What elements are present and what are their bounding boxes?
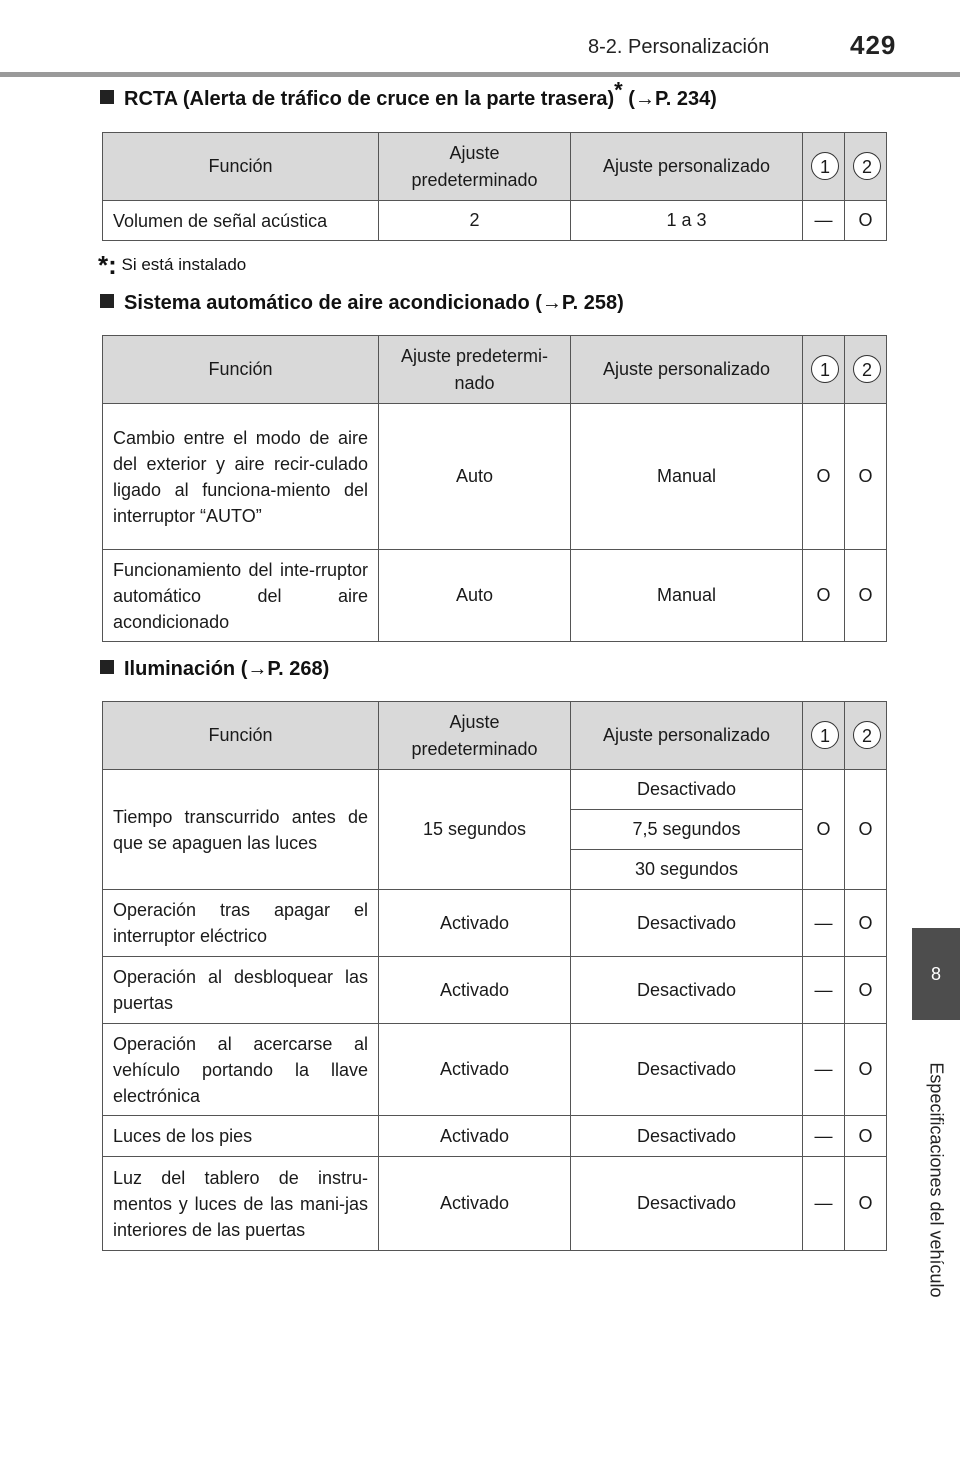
cell-1: O — [803, 770, 845, 890]
cell-custom-option: 30 segundos — [571, 850, 803, 890]
cell-funcion: Cambio entre el modo de aire del exterior y aire recir-culado ligado al funciona-miento del interruptor “AUTO” — [103, 404, 379, 550]
footnote-text: Si está instalado — [121, 255, 247, 274]
cell-1: — — [803, 201, 845, 241]
circled-2-icon: 2 — [853, 721, 881, 749]
rcta-table — [102, 132, 887, 241]
chapter-number: 8 — [930, 963, 941, 984]
square-bullet-icon — [100, 294, 114, 308]
square-bullet-icon — [100, 660, 114, 674]
circled-1-icon: 1 — [811, 355, 839, 383]
col-header-ajuste-personalizado: Ajuste personalizado — [571, 702, 803, 770]
page-reference: (→P. 268) — [240, 658, 330, 680]
cell-2: O — [845, 1116, 887, 1157]
cell-2: O — [845, 890, 887, 957]
col-header-1 — [803, 702, 845, 770]
col-header-funcion: Función — [103, 702, 379, 770]
cell-1: — — [803, 957, 845, 1024]
section-title-aire — [100, 292, 624, 315]
cell-custom-option: 7,5 segundos — [571, 810, 803, 850]
col-header-2 — [845, 702, 887, 770]
circled-1-icon: 1 — [811, 152, 839, 180]
cell-funcion: Luz del tablero de instru-mentos y luces de las mani-jas interiores de las puertas — [103, 1157, 379, 1251]
circled-2-icon: 2 — [853, 152, 881, 180]
cell-custom: Desactivado — [571, 1024, 803, 1116]
table-row — [103, 201, 887, 241]
col-header-ajuste-predeterminado: Ajuste predetermi-nado — [379, 336, 571, 404]
cell-1: — — [803, 1157, 845, 1251]
cell-default: Auto — [379, 550, 571, 642]
col-header-1 — [803, 133, 845, 201]
section-title-text: Sistema automático de aire acondicionado — [124, 292, 530, 314]
iluminacion-table — [102, 701, 887, 1251]
page-number: 429 — [850, 30, 897, 60]
table-row — [103, 890, 887, 957]
footnote-star: *: — [98, 250, 117, 280]
chapter-tab — [912, 928, 960, 1020]
cell-default: Activado — [379, 957, 571, 1024]
table-row — [103, 957, 887, 1024]
col-header-funcion: Función — [103, 336, 379, 404]
cell-funcion: Funcionamiento del inte-rruptor automático del aire acondicionado — [103, 550, 379, 642]
chapter-label: Especificaciones del vehículo — [926, 1062, 947, 1298]
cell-funcion: Volumen de señal acústica — [103, 201, 379, 241]
table-row — [103, 1024, 887, 1116]
cell-2: O — [845, 957, 887, 1024]
col-header-ajuste-personalizado: Ajuste personalizado — [571, 336, 803, 404]
col-header-funcion: Función — [103, 133, 379, 201]
cell-default: 2 — [379, 201, 571, 241]
cell-custom: Desactivado — [571, 890, 803, 957]
cell-custom: Desactivado — [571, 957, 803, 1024]
cell-custom: Manual — [571, 550, 803, 642]
cell-funcion: Operación al desbloquear las puertas — [103, 957, 379, 1024]
cell-1: O — [803, 404, 845, 550]
cell-1: — — [803, 1116, 845, 1157]
col-header-2 — [845, 133, 887, 201]
table-row — [103, 550, 887, 642]
cell-custom-option: Desactivado — [571, 770, 803, 810]
cell-funcion: Operación al acercarse al vehículo portando la llave electrónica — [103, 1024, 379, 1116]
cell-default: Activado — [379, 1116, 571, 1157]
col-header-2 — [845, 336, 887, 404]
cell-funcion: Operación tras apagar el interruptor eléctrico — [103, 890, 379, 957]
table-header-row — [103, 133, 887, 201]
square-bullet-icon — [100, 90, 114, 104]
table-row — [103, 1157, 887, 1251]
cell-2: O — [845, 770, 887, 890]
page-reference: (→P. 234) — [628, 88, 717, 110]
aire-table — [102, 335, 887, 642]
section-title-text: Iluminación — [124, 658, 236, 680]
table-row — [103, 770, 887, 810]
section-heading: 8-2. Personalización — [588, 36, 770, 58]
page-reference: (→P. 258) — [535, 292, 624, 314]
cell-2: O — [845, 201, 887, 241]
cell-funcion: Tiempo transcurrido antes de que se apaguen las luces — [103, 770, 379, 890]
cell-1: — — [803, 1024, 845, 1116]
cell-default: Auto — [379, 404, 571, 550]
header-rule — [0, 72, 960, 77]
table-header-row — [103, 702, 887, 770]
cell-custom: 1 a 3 — [571, 201, 803, 241]
cell-custom: Manual — [571, 404, 803, 550]
table-header-row — [103, 336, 887, 404]
footnote-marker: * — [614, 77, 623, 103]
cell-2: O — [845, 550, 887, 642]
cell-1: O — [803, 550, 845, 642]
cell-default: 15 segundos — [379, 770, 571, 890]
col-header-ajuste-predeterminado: Ajuste predeterminado — [379, 133, 571, 201]
cell-custom: Desactivado — [571, 1116, 803, 1157]
section-title-iluminacion — [100, 658, 329, 681]
table-row — [103, 1116, 887, 1157]
circled-2-icon: 2 — [853, 355, 881, 383]
circled-1-icon: 1 — [811, 721, 839, 749]
section-title-rcta — [100, 77, 717, 111]
col-header-ajuste-personalizado: Ajuste personalizado — [571, 133, 803, 201]
cell-default: Activado — [379, 1024, 571, 1116]
cell-custom: Desactivado — [571, 1157, 803, 1251]
cell-2: O — [845, 1024, 887, 1116]
cell-default: Activado — [379, 1157, 571, 1251]
col-header-1 — [803, 336, 845, 404]
table-row — [103, 404, 887, 550]
cell-funcion: Luces de los pies — [103, 1116, 379, 1157]
cell-default: Activado — [379, 890, 571, 957]
cell-2: O — [845, 1157, 887, 1251]
cell-2: O — [845, 404, 887, 550]
footnote — [98, 250, 246, 281]
section-title-text: RCTA (Alerta de tráfico de cruce en la parte trasera) — [124, 88, 615, 110]
col-header-ajuste-predeterminado: Ajuste predeterminado — [379, 702, 571, 770]
cell-1: — — [803, 890, 845, 957]
